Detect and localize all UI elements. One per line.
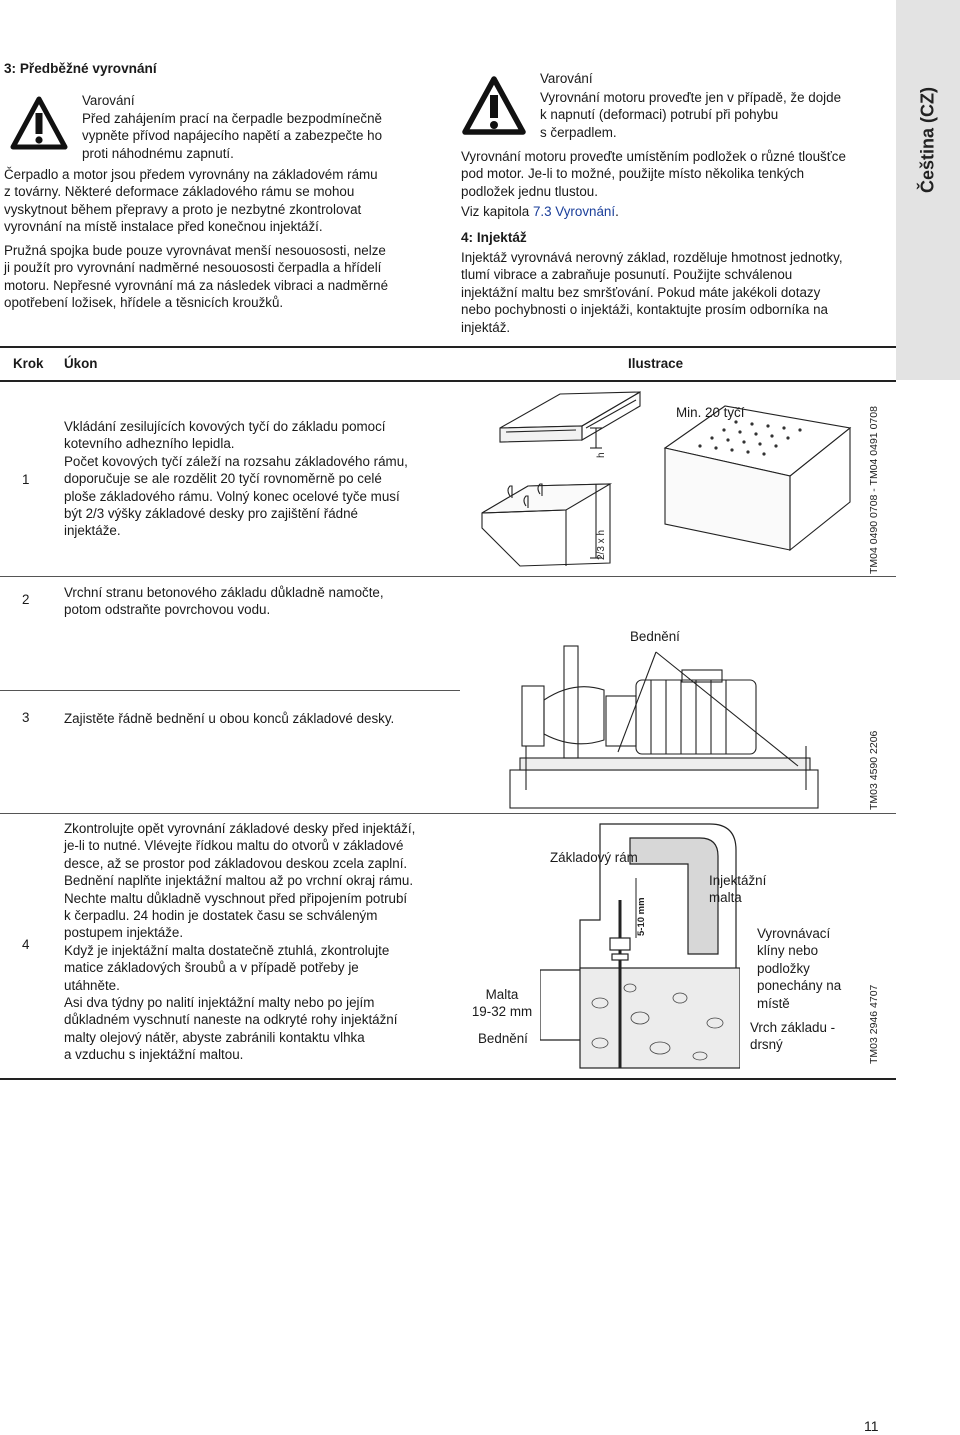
step-text: Zkontrolujte opět vyrovnání základové desky před injektáží, je-li to nutné. Vlévejte řídkou maltu do otvorů v základové desce, až se prostor pod základovou deskou zcela zaplní. Bednění naplňte injektážní maltou až po vrchní okraj rámu. Nechte maltu důkladně vyschnout před připojením potrubí k čerpadlu. 24 hodin je dostatek času se schváleným postupem injektáže. Když je injektážní malta dostatečně ztuhlá, zkontrolujte matice základových šroubů a v případě potřeby je utáhněte. Asi dva týdny po nalití injektážní malty nebo po jejím důkladném vyschnutí naneste na odkryté rohy injektážní malty olejový nátěr, abyste zabránili kontaktu vlhka a vzduchu s injektážní maltou. (64, 821, 416, 1063)
label-formwork: Bednění (478, 1031, 528, 1046)
warning-icon (10, 96, 68, 150)
paragraph: Injektáž vyrovnává nerovný základ, rozděluje hmotnost jednotky, tlumí vibrace a zabraňuje posunutí. Použijte schválenou injektážní maltu bez smršťování. Pokud máte jakékoli dotazy nebo pochybnosti o injektáži, kontaktujte prosím odborníka na injektáž. (461, 250, 843, 335)
warning-title: Varování (540, 71, 593, 86)
cross-reference (461, 203, 619, 220)
dimension-label-gap: 5-10 mm (636, 897, 647, 936)
column-header-action: Úkon (64, 356, 98, 371)
step-number: 3 (22, 710, 30, 725)
language-tab-label: Čeština (CZ) (917, 86, 938, 194)
dimension-label-two-thirds-h: 2/3 x h (596, 529, 607, 560)
table-top-rule (0, 346, 896, 348)
label-grout: Injektážní malta (709, 873, 767, 906)
row-divider (0, 690, 460, 691)
column-header-illustration: Ilustrace (628, 356, 684, 371)
paragraph: Pružná spojka bude pouze vyrovnávat menší nesouososti, nelze ji použít pro vyrovnání nadměrné nesouososti čerpadla a hřídelí motoru. Nepřesné vyrovnání má za následek vibraci a nadměrné opotřebení ložisek, hřídele a těsnicích kroužků. (4, 243, 389, 311)
page-number: 11 (864, 1418, 879, 1434)
warning-icon (462, 76, 526, 136)
label-formwork: Bednění (630, 629, 680, 644)
paragraph: Čerpadlo a motor jsou předem vyrovnány na základovém rámu z továrny. Některé deformace základového rámu se mohou vyskytnout během přepravy a proto je nezbytné zkontrolovat vyrovnání na místě instalace před konečnou injektáží. (4, 167, 378, 235)
label-mortar: Malta 19-32 mm (471, 987, 533, 1020)
figure-code: TM04 0490 0708 - TM04 0491 0708 (868, 406, 880, 574)
label-base-frame: Základový rám (550, 850, 638, 865)
step-number: 2 (22, 592, 30, 607)
pump-baseplate-formwork-figure (506, 640, 826, 812)
section-heading-pre-alignment: 3: Předběžné vyrovnání (4, 61, 157, 76)
step-number: 1 (22, 472, 30, 487)
table-header-rule (0, 380, 896, 382)
warning-text: Před zahájením prací na čerpadle bezpodmínečně vypněte přívod napájecího napětí a zabezpečte ho proti náhodnému zapnutí. (82, 111, 383, 161)
step-number: 4 (22, 937, 30, 952)
paragraph: Vyrovnání motoru proveďte umístěním podložek o různé tloušťce pod motor. Je-li to možné, použijte místo několika tenkých podložek jednu tlustou. (461, 149, 846, 199)
column-header-step: Krok (13, 356, 44, 371)
cross-reference-suffix: . (615, 204, 619, 219)
cross-reference-link[interactable]: 7.3 Vyrovnání (532, 204, 616, 219)
label-leveling-wedges: Vyrovnávací klíny nebo podložky ponechány na místě (757, 926, 842, 1011)
step-text: Vrchní stranu betonového základu důkladně namočte, potom odstraňte povrchovou vodu. (64, 585, 384, 618)
row-divider (0, 813, 896, 814)
step-text: Zajistěte řádně bednění u obou konců základové desky. (64, 711, 395, 726)
row-divider (0, 576, 896, 577)
warning-title: Varování (82, 93, 135, 108)
table-bottom-rule (0, 1078, 896, 1080)
dimension-label-h: h (596, 452, 607, 458)
step-text: Vkládání zesilujících kovových tyčí do základu pomocí kotevního adhezního lepidla. Počet kovových tyčí záleží na rozsahu základového rámu, doporučuje se ale rozdělit 20 tyčí rovnoměrně po celé ploše základového rámu. Volný konec ocelové tyče musí být 2/3 výšky základové desky pro zajištění řádné injektáže. (64, 419, 408, 539)
cross-reference-prefix: Viz kapitola (461, 204, 533, 219)
label-rough-foundation-top: Vrch základu - drsný (750, 1020, 836, 1053)
section-heading-grouting: 4: Injektáž (461, 230, 527, 245)
base-frame-rods-figure (480, 388, 860, 573)
label-min-rods: Min. 20 tyčí (676, 405, 745, 420)
figure-code: TM03 4590 2206 (868, 730, 880, 810)
figure-code: TM03 2946 4707 (868, 984, 880, 1064)
warning-text: Vyrovnání motoru proveďte jen v případě, že dojde k napnutí (deformaci) potrubí při pohybu s čerpadlem. (540, 90, 842, 140)
